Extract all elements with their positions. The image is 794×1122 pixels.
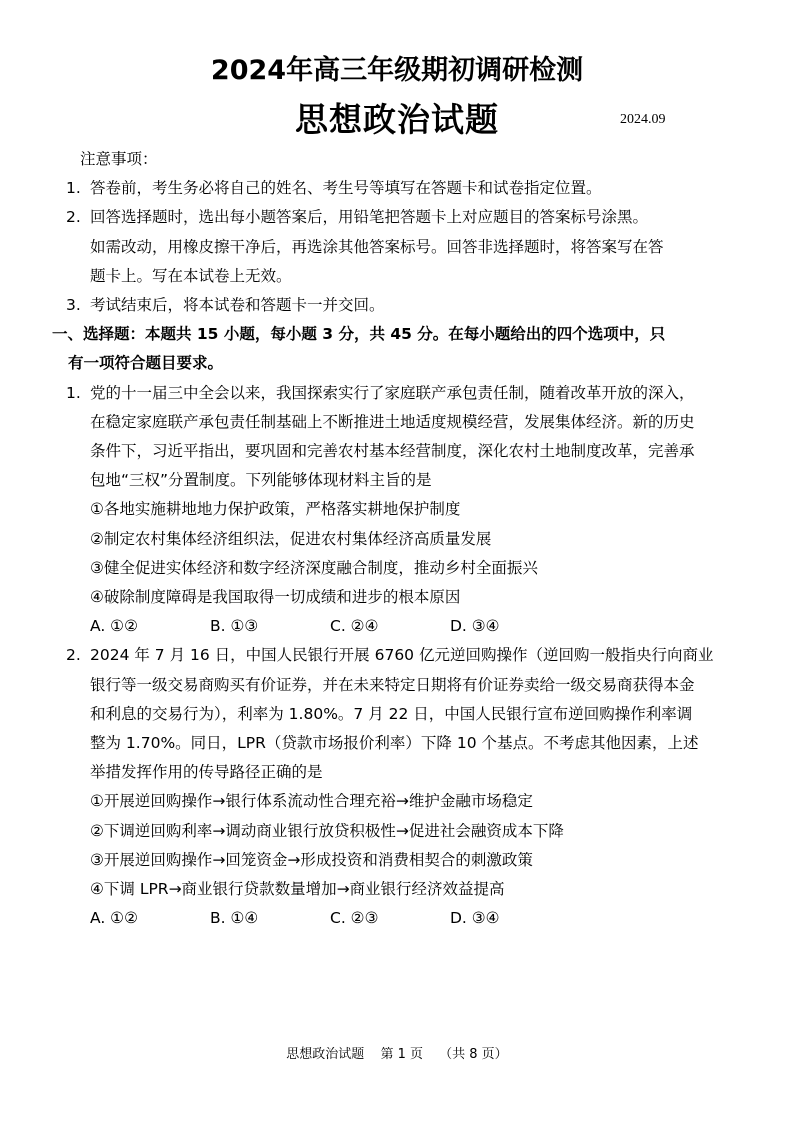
question-stem	[90, 641, 726, 787]
question-line: 整为 1.70%。同日，LPR（贷款市场报价利率）下降 10 个基点。不考虑其他因素，上述	[90, 734, 699, 753]
notice-item-number: 3.	[66, 296, 81, 315]
footer-subject: 思想政治试题	[286, 1047, 365, 1062]
notice-item	[66, 203, 726, 291]
question-line: 包地“三权”分置制度。下列能够体现材料主旨的是	[90, 471, 432, 490]
question-line: 和利息的交易行为），利率为 1.80%。7 月 22 日，中国人民银行宣布逆回购操作利率调	[90, 704, 693, 723]
notice-item-number: 2.	[66, 208, 81, 227]
answer-choice-a: A. ①②	[90, 909, 138, 928]
question-option: ④破除制度障碍是我国取得一切成绩和进步的根本原因	[90, 588, 461, 607]
question-stem	[90, 379, 726, 496]
notice-item-number: 1.	[66, 179, 81, 198]
notice-line: 如需改动，用橡皮擦干净后，再选涂其他答案标号。回答非选择题时，将答案写在答	[90, 237, 664, 256]
answer-choices	[66, 904, 726, 933]
question-line: 在稳定家庭联产承包责任制基础上不断推进土地适度规模经营，发展集体经济。新的历史	[90, 412, 695, 431]
footer-page-number: 第 1 页	[380, 1047, 423, 1062]
notice-item	[66, 174, 726, 203]
footer-total-pages: （共 8 页）	[439, 1047, 508, 1062]
question-line: 党的十一届三中全会以来，我国探索实行了家庭联产承包责任制，随着改革开放的深入，	[90, 383, 695, 402]
notice-line: 题卡上。写在本试卷上无效。	[90, 266, 292, 285]
question-option: ②制定农村集体经济组织法，促进农村集体经济高质量发展	[90, 529, 492, 548]
notice-line: 答卷前，考生务必将自己的姓名、考生号等填写在答题卡和试卷指定位置。	[90, 179, 602, 198]
question-option: ③开展逆回购操作→回笼资金→形成投资和消费相契合的刺激政策	[90, 850, 533, 869]
section-line: 有一项符合题目要求。	[68, 354, 224, 373]
answer-choice-b: B. ①④	[210, 909, 259, 928]
section-heading	[52, 320, 726, 378]
page-footer	[0, 1043, 794, 1062]
answer-choice-c: C. ②④	[330, 617, 379, 636]
question-number: 1.	[66, 383, 81, 402]
exam-subject-title: 思想政治试题	[295, 100, 499, 139]
answer-choice-b: B. ①③	[210, 617, 259, 636]
notice-item-text	[90, 174, 726, 203]
notice-heading: 注意事项：	[80, 150, 158, 168]
exam-body	[52, 145, 726, 933]
question-line: 举措发挥作用的传导路径正确的是	[90, 763, 323, 782]
question-option: ①开展逆回购操作→银行体系流动性合理充裕→维护金融市场稳定	[90, 792, 533, 811]
answer-choice-d: D. ③④	[450, 909, 500, 928]
question-2	[66, 641, 726, 787]
answer-choices	[66, 612, 726, 641]
answer-choice-d: D. ③④	[450, 617, 500, 636]
notice-item	[66, 291, 726, 320]
answer-choice-a: A. ①②	[90, 617, 138, 636]
exam-title: 2024年高三年级期初调研检测	[210, 55, 584, 86]
exam-date: 2024.09	[620, 112, 666, 127]
question-1	[66, 379, 726, 496]
notice-item-text	[90, 291, 726, 320]
question-number: 2.	[66, 646, 81, 665]
question-line: 银行等一级交易商购买有价证券，并在未来特定日期将有价证券卖给一级交易商获得本金	[90, 675, 695, 694]
question-option: ③健全促进实体经济和数字经济深度融合制度，推动乡村全面振兴	[90, 558, 538, 577]
notice-line: 回答选择题时，选出每小题答案后，用铅笔把答题卡上对应题目的答案标号涂黑。	[90, 208, 649, 227]
question-line: 条件下，习近平指出，要巩固和完善农村基本经营制度，深化农村土地制度改革，完善承	[90, 442, 695, 461]
notice-line: 考试结束后，将本试卷和答题卡一并交回。	[90, 296, 385, 315]
question-option: ②下调逆回购利率→调动商业银行放贷积极性→促进社会融资成本下降	[90, 821, 564, 840]
section-line: 一、选择题：本题共 15 小题，每小题 3 分，共 45 分。在每小题给出的四个选项中，只	[52, 325, 666, 344]
answer-choice-c: C. ②③	[330, 909, 379, 928]
notice-item-text	[90, 203, 726, 291]
question-line: 2024 年 7 月 16 日，中国人民银行开展 6760 亿元逆回购操作（逆回购一般指央行向商业	[90, 646, 714, 665]
question-option: ④下调 LPR→商业银行贷款数量增加→商业银行经济效益提高	[90, 880, 505, 899]
question-option: ①各地实施耕地地力保护政策，严格落实耕地保护制度	[90, 500, 461, 519]
